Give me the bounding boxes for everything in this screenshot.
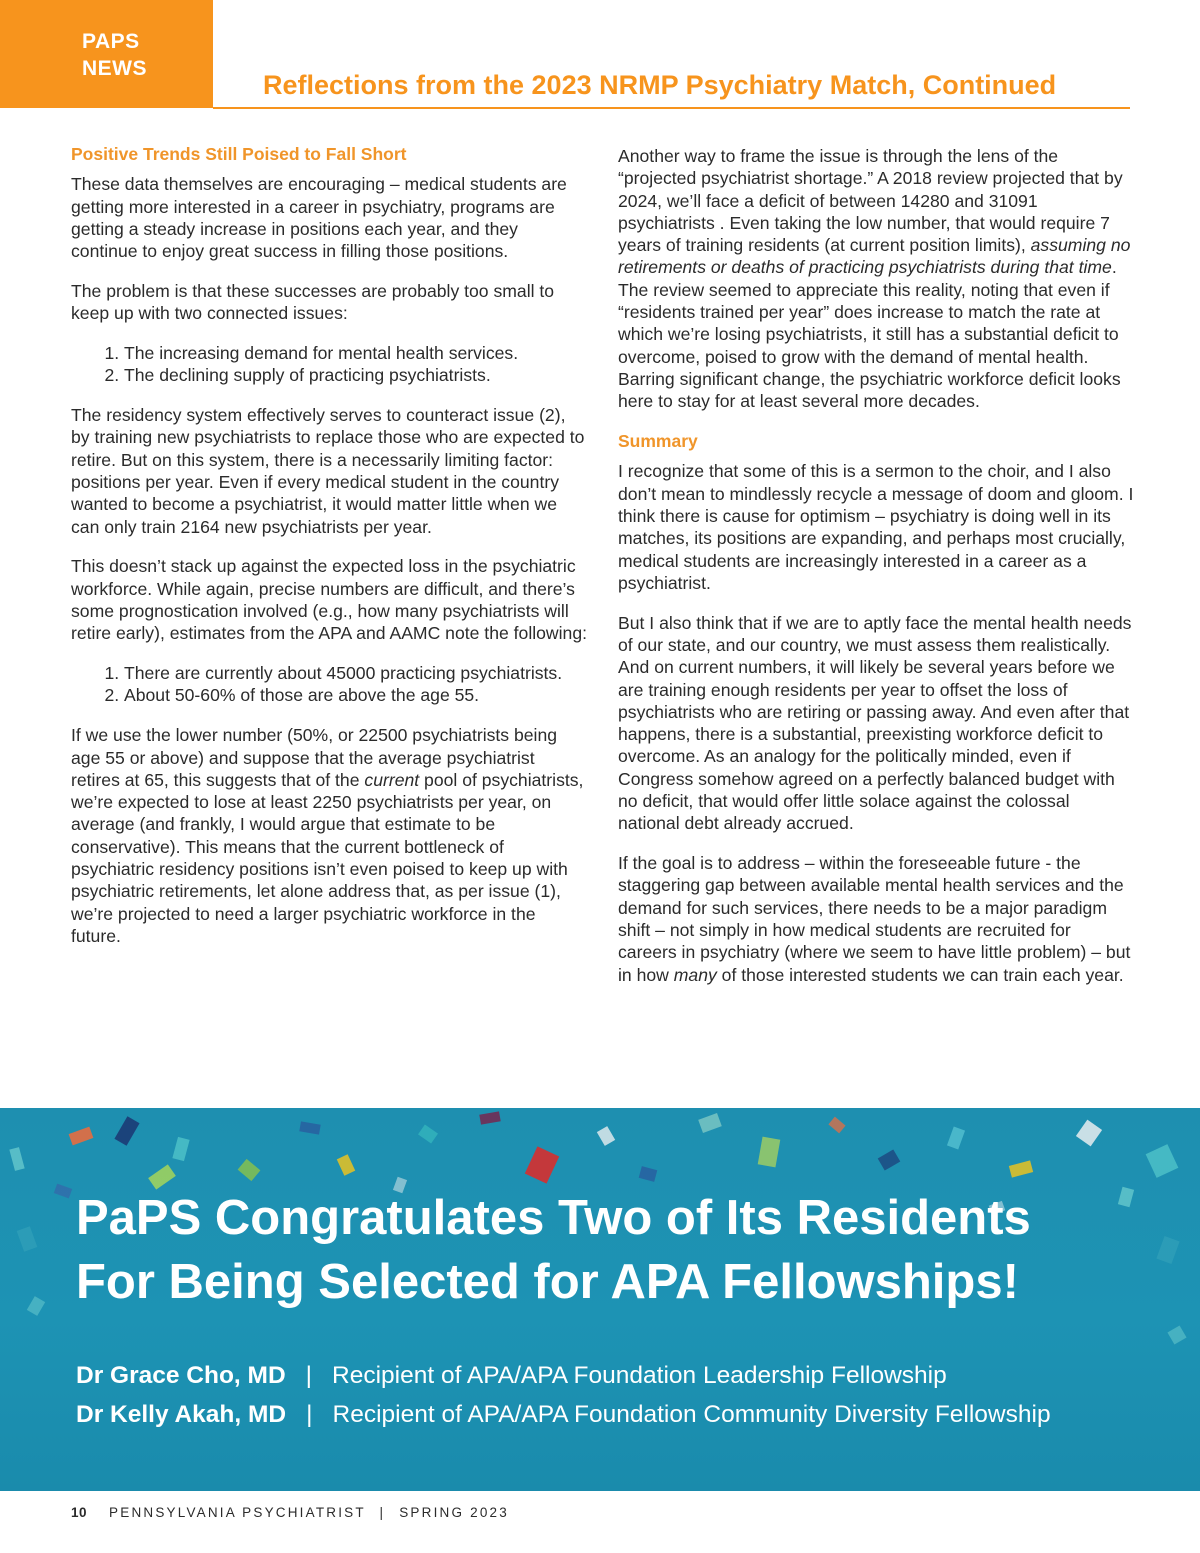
fellowship-name: Recipient of APA/APA Foundation Community Diversity Fellowship <box>332 1401 1051 1428</box>
text-run: If the goal is to address – within the foreseeable future - the staggering gap between available mental health services and the demand for such services, there needs to be a major paradigm shift – not simply in how medical students are recruited for careers in psychiatry (where we seem to have little problem) – but in how <box>618 853 1131 985</box>
text-run: . The review seemed to appreciate this reality, noting that even if “residents trained per year” does increase to match the rate at which we’re losing psychiatrists, it still has a substantial deficit to overcome, poised to grow with the demand of mental health. Barring significant change, the psychiatric workforce deficit looks here to stay for at least several more decades. <box>618 257 1121 412</box>
recipient-name: Dr Kelly Akah, MD <box>76 1401 287 1428</box>
page-footer <box>71 1505 509 1520</box>
section-heading-summary: Summary <box>618 431 698 452</box>
tab-line-1: PAPS <box>82 30 140 53</box>
issue-label: SPRING 2023 <box>399 1505 509 1520</box>
award-entry <box>76 1362 947 1390</box>
text-run: Another way to frame the issue is through the lens of the “projected psychiatrist shortage.” A 2018 review projected that by 2024, we’ll face a deficit of between 14280 and 31091 psychiatrists . Even taking the low number, that would require 7 years of training residents (at current position limits), <box>618 146 1123 256</box>
list-item: 2. The declining supply of practicing psychiatrists. <box>124 364 587 386</box>
emphasis: many <box>673 964 717 985</box>
text-run: If we use the lower number (50%, or 22500 psychiatrists being age 55 or above) and suppose that the average psychiatrist retires at 65, this suggests that of the <box>71 725 558 790</box>
list-item: 2. About 50-60% of those are above the age 55. <box>124 684 587 706</box>
paragraph: I recognize that some of this is a sermon to the choir, and I also don’t mean to mindlessly recycle a message of doom and gloom. I think there is cause for optimism – psychiatry is doing well in its matches, its positions are expanding, and perhaps most crucially, medical students are increasingly interested in a career as a psychiatrist. <box>618 461 1134 593</box>
paragraph <box>618 145 1134 413</box>
separator: | <box>306 1401 313 1428</box>
header-divider <box>213 107 1130 109</box>
page-title: Reflections from the 2023 NRMP Psychiatry Match, Continued <box>263 70 1057 100</box>
text-run: pool of psychiatrists, we’re expected to lose at least 2250 psychiatrists per year, on average (and frankly, I would argue that estimate to be conservative). This means that the current bottleneck of psychiatric residency positions isn’t even poised to keep up with psychiatric retirements, let alone address that, as per issue (1), we’re projected to need a larger psychiatric workforce in the future. <box>71 769 584 946</box>
right-column <box>618 145 1134 1003</box>
tab-line-2: NEWS <box>82 57 147 80</box>
banner-title-line-2: For Being Selected for APA Fellowships! <box>76 1255 1019 1309</box>
paragraph: The problem is that these successes are probably too small to keep up with two connected issues: <box>71 280 555 324</box>
text-run: of those interested students we can train each year. <box>716 964 1124 985</box>
congratulations-banner <box>0 1108 1200 1491</box>
issues-list <box>71 342 587 387</box>
paragraph: But I also think that if we are to aptly face the mental health needs of our state, and our country, we must assess them realistically. And on current numbers, it will likely be several years before we are training enough residents per year to offset the loss of psychiatrists who are retiring or passing away. And even after that happens, there is a substantial, preexisting workforce deficit to overcome. As an analogy for the politically minded, even if Congress somehow agreed on a perfectly balanced budget with no deficit, that would offer little solace against the colossal national debt already accrued. <box>618 612 1132 834</box>
section-tab <box>0 0 213 108</box>
publication-name: PENNSYLVANIA PSYCHIATRIST <box>109 1505 366 1520</box>
list-item: 1. There are currently about 45000 practicing psychiatrists. <box>124 662 587 684</box>
recipient-name: Dr Grace Cho, MD <box>76 1362 286 1389</box>
estimates-list <box>71 662 587 707</box>
list-item: 1. The increasing demand for mental health services. <box>124 342 587 364</box>
award-entry <box>76 1401 1051 1429</box>
separator: | <box>305 1362 313 1389</box>
paragraph <box>618 852 1134 986</box>
emphasis: current <box>364 769 420 790</box>
page-number: 10 <box>71 1505 88 1520</box>
left-column <box>71 143 587 965</box>
paragraph: This doesn’t stack up against the expected loss in the psychiatric workforce. While again, precise numbers are difficult, and there’s some prognostication involved (e.g., how many psychiatrists will retire early), estimates from the APA and AAMC note the following: <box>71 556 587 644</box>
section-heading-positive-trends: Positive Trends Still Poised to Fall Short <box>71 144 407 164</box>
paragraph <box>71 724 587 947</box>
banner-title <box>76 1186 1176 1314</box>
footer-separator: | <box>379 1505 386 1520</box>
paragraph: The residency system effectively serves to counteract issue (2), by training new psychiatrists to replace those who are expected to retire. But on this system, there is a necessarily limiting factor: positions per year. Even if every medical student in the country wanted to become a psychiatrist, it would matter little when we can only train 2164 new psychiatrists per year. <box>71 405 585 537</box>
paragraph: These data themselves are encouraging – medical students are getting more interested in a career in psychiatry, programs are getting a steady increase in positions each year, and they continue to enjoy great success in filling those positions. <box>71 174 567 262</box>
emphasis: assuming no retirements or deaths of practicing psychiatrists during that time <box>618 235 1131 278</box>
fellowship-name: Recipient of APA/APA Foundation Leadership Fellowship <box>332 1362 947 1389</box>
banner-title-line-1: PaPS Congratulates Two of Its Residents <box>76 1191 1031 1245</box>
section-tab-label <box>82 28 147 82</box>
